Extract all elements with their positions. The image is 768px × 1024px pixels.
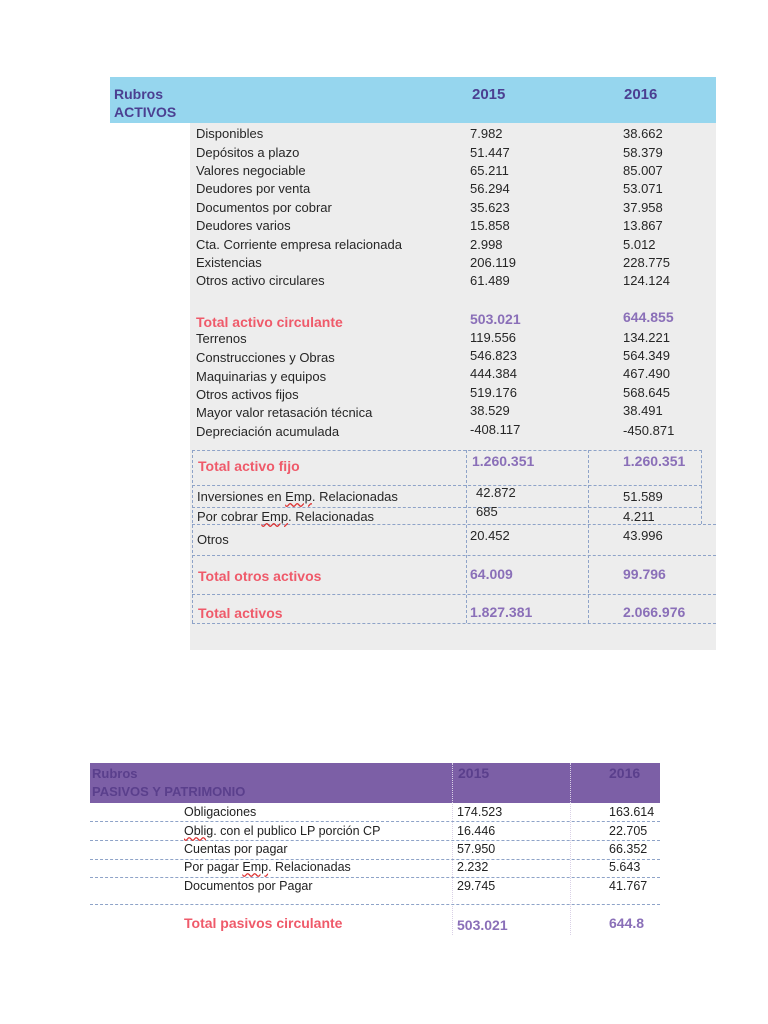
row-label: Documentos por cobrar bbox=[196, 200, 332, 215]
row-label: Inversiones en Emp. Relacionadas bbox=[197, 489, 398, 504]
header-label-rubros: Rubros bbox=[114, 86, 163, 102]
total-circulante-label: Total activo circulante bbox=[196, 314, 343, 330]
row-label: Terrenos bbox=[196, 331, 247, 346]
row-value-2016: 37.958 bbox=[623, 200, 663, 215]
row-value-2015: 444.384 bbox=[470, 366, 517, 381]
row-value-2015: 38.529 bbox=[470, 403, 510, 418]
header-year-2015: 2015 bbox=[472, 86, 506, 103]
row-value-2015: 61.489 bbox=[470, 273, 510, 288]
grid-line bbox=[701, 450, 702, 524]
total-pasivos-label: Total pasivos circulante bbox=[184, 915, 343, 931]
row-label: Deudores por venta bbox=[196, 181, 311, 196]
row-label: Disponibles bbox=[196, 126, 264, 141]
row-value-2016: 228.775 bbox=[623, 255, 670, 270]
row-value-2016: 4.211 bbox=[623, 509, 655, 524]
row-value-2016: 53.071 bbox=[623, 181, 663, 196]
total-circulante-2015: 503.021 bbox=[470, 311, 521, 327]
row-value-2016: 43.996 bbox=[623, 528, 663, 543]
row-value-2016: 85.007 bbox=[623, 163, 663, 178]
row-label: Maquinarias y equipos bbox=[196, 369, 327, 384]
row-label: Depósitos a plazo bbox=[196, 145, 300, 160]
grid-line bbox=[192, 555, 716, 556]
total-fijo-2016: 1.260.351 bbox=[623, 453, 686, 469]
row-value-2016: 13.867 bbox=[623, 218, 663, 233]
row-label: Obligaciones bbox=[184, 805, 257, 819]
row-label: Oblig. con el publico LP porción CP bbox=[184, 824, 381, 838]
total-pasivos-2015: 503.021 bbox=[457, 917, 508, 933]
row-label: Documentos por Pagar bbox=[184, 879, 313, 893]
row-label: Por pagar Emp. Relacionadas bbox=[184, 860, 351, 874]
grid-line bbox=[466, 450, 467, 623]
header-year-2015: 2015 bbox=[458, 765, 490, 781]
grid-line bbox=[192, 485, 702, 486]
row-value-2015: 2.232 bbox=[457, 860, 489, 874]
row-value-2015: 29.745 bbox=[457, 879, 496, 893]
grid-line bbox=[192, 450, 702, 451]
row-value-2015: 20.452 bbox=[470, 528, 510, 543]
row-value-2015: 7.982 bbox=[470, 126, 503, 141]
row-value-2015: 56.294 bbox=[470, 181, 510, 196]
row-value-2015: 15.858 bbox=[470, 218, 510, 233]
total-activos-2016: 2.066.976 bbox=[623, 604, 686, 620]
total-otros-2015: 64.009 bbox=[470, 566, 513, 582]
grid-line bbox=[192, 594, 716, 595]
row-label: Depreciación acumulada bbox=[196, 424, 340, 439]
row-value-2016: 41.767 bbox=[609, 879, 648, 893]
row-value-2015: 546.823 bbox=[470, 348, 517, 363]
row-label: Mayor valor retasación técnica bbox=[196, 405, 373, 420]
grid-line bbox=[588, 450, 589, 623]
total-fijo-2015: 1.260.351 bbox=[472, 453, 535, 469]
column-separator bbox=[570, 763, 571, 935]
row-value-2015: 174.523 bbox=[457, 805, 503, 819]
header-year-2016: 2016 bbox=[609, 765, 641, 781]
row-label: Otros activo circulares bbox=[196, 273, 325, 288]
grid-line bbox=[192, 450, 193, 623]
grid-line bbox=[90, 840, 660, 841]
row-value-2015: 16.446 bbox=[457, 824, 496, 838]
grid-line bbox=[192, 507, 702, 508]
pasivos-table bbox=[90, 763, 660, 935]
header-year-2016: 2016 bbox=[624, 86, 658, 103]
row-value-2016: 5.012 bbox=[623, 237, 656, 252]
grid-line bbox=[90, 859, 660, 860]
row-label: Valores negociable bbox=[196, 163, 306, 178]
column-separator bbox=[452, 763, 453, 935]
header-label-rubros: Rubros bbox=[92, 766, 138, 781]
row-value-2016: 467.490 bbox=[623, 366, 670, 381]
row-value-2015: 35.623 bbox=[470, 200, 510, 215]
total-otros-label: Total otros activos bbox=[198, 568, 322, 584]
grid-line bbox=[90, 877, 660, 878]
grid-line bbox=[192, 524, 716, 525]
row-label: Otros bbox=[197, 532, 229, 547]
total-pasivos-2016: 644.8 bbox=[609, 915, 645, 931]
row-value-2016: 58.379 bbox=[623, 145, 663, 160]
row-value-2015: 65.211 bbox=[470, 163, 509, 178]
total-activos-2015: 1.827.381 bbox=[470, 604, 533, 620]
row-label: Cuentas por pagar bbox=[184, 842, 288, 856]
row-label: Existencias bbox=[196, 255, 262, 270]
row-value-2016: 38.662 bbox=[623, 126, 663, 141]
row-value-2015: 119.556 bbox=[470, 330, 517, 345]
header-label-activos: ACTIVOS bbox=[114, 104, 177, 120]
grid-line bbox=[90, 904, 660, 905]
row-label: Deudores varios bbox=[196, 218, 291, 233]
row-value-2016: 38.491 bbox=[623, 403, 663, 418]
row-label: Por cobrar Emp. Relacionadas bbox=[197, 509, 375, 524]
row-value-2016: 134.221 bbox=[623, 330, 670, 345]
activos-table bbox=[110, 77, 716, 650]
row-value-2015: 685 bbox=[476, 504, 498, 519]
row-value-2016: 564.349 bbox=[623, 348, 670, 363]
row-value-2015: -408.117 bbox=[470, 422, 521, 437]
grid-line bbox=[90, 821, 660, 822]
total-otros-2016: 99.796 bbox=[623, 566, 666, 582]
row-value-2016: 51.589 bbox=[623, 489, 663, 504]
row-value-2016: 5.643 bbox=[609, 860, 641, 874]
header-label-pasivos: PASIVOS Y PATRIMONIO bbox=[92, 784, 246, 799]
row-value-2015: 51.447 bbox=[470, 145, 510, 160]
row-value-2015: 2.998 bbox=[470, 237, 503, 252]
row-value-2016: 568.645 bbox=[623, 385, 670, 400]
grid-line bbox=[192, 623, 716, 624]
row-value-2016: 66.352 bbox=[609, 842, 648, 856]
row-value-2015: 57.950 bbox=[457, 842, 496, 856]
row-label: Cta. Corriente empresa relacionada bbox=[196, 237, 402, 252]
row-label: Otros activos fijos bbox=[196, 387, 299, 402]
row-value-2015: 206.119 bbox=[470, 255, 517, 270]
row-value-2016: -450.871 bbox=[623, 423, 675, 438]
row-value-2015: 42.872 bbox=[476, 485, 516, 500]
row-value-2015: 519.176 bbox=[470, 385, 517, 400]
total-circulante-2016: 644.855 bbox=[623, 309, 674, 325]
total-fijo-label: Total activo fijo bbox=[198, 458, 300, 474]
activos-header bbox=[110, 77, 716, 123]
row-value-2016: 163.614 bbox=[609, 805, 655, 819]
row-value-2016: 22.705 bbox=[609, 824, 648, 838]
row-label: Construcciones y Obras bbox=[196, 350, 335, 365]
row-value-2016: 124.124 bbox=[623, 273, 670, 288]
pasivos-header bbox=[90, 763, 660, 803]
total-activos-label: Total activos bbox=[198, 605, 283, 621]
